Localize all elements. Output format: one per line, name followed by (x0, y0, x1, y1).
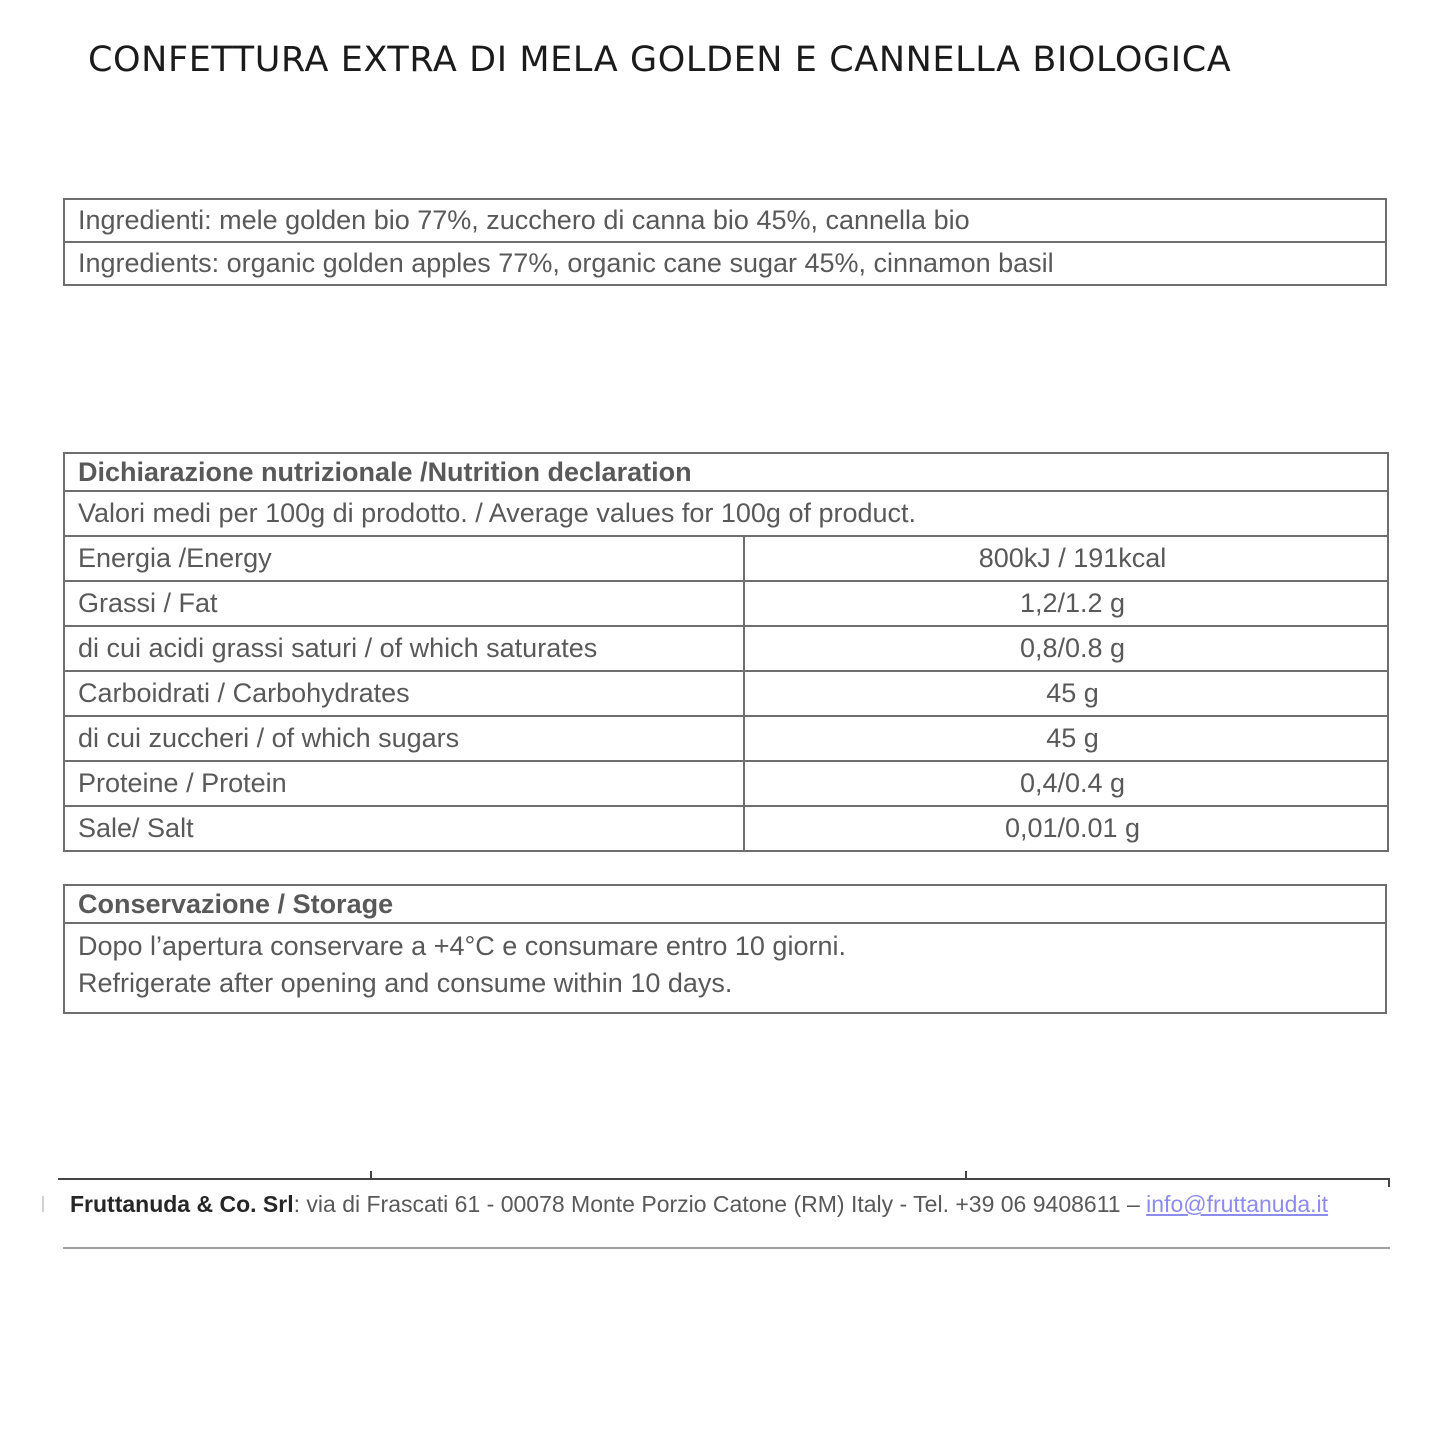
nutrition-row-value: 45 g (744, 671, 1388, 716)
nutrition-row-value: 0,01/0.01 g (744, 806, 1388, 851)
ingredients-table (63, 198, 1387, 286)
footer-rule-end-tick (1388, 1180, 1390, 1187)
table-row (64, 453, 1388, 491)
table-row (64, 581, 1388, 626)
storage-body (64, 923, 1386, 1013)
ingredients-it-cell: Ingredienti: mele golden bio 77%, zucchero di canna bio 45%, cannella bio (64, 199, 1386, 242)
storage-line-en: Refrigerate after opening and consume within 10 days. (78, 968, 733, 998)
nutrition-row-label: Carboidrati / Carbohydrates (64, 671, 744, 716)
nutrition-row-value: 45 g (744, 716, 1388, 761)
nutrition-row-label: Proteine / Protein (64, 761, 744, 806)
nutrition-row-label: di cui zuccheri / of which sugars (64, 716, 744, 761)
table-row (64, 491, 1388, 536)
table-row (64, 536, 1388, 581)
nutrition-row-value: 800kJ / 191kcal (744, 536, 1388, 581)
footer-bottom-rule (63, 1247, 1390, 1249)
footer-top-rule (58, 1178, 1390, 1180)
table-row (64, 923, 1386, 1013)
nutrition-row-label: di cui acidi grassi saturi / of which saturates (64, 626, 744, 671)
nutrition-subheader: Valori medi per 100g di prodotto. / Average values for 100g of product. (64, 491, 1388, 536)
ingredients-en-cell: Ingredients: organic golden apples 77%, organic cane sugar 45%, cinnamon basil (64, 242, 1386, 285)
nutrition-row-label: Grassi / Fat (64, 581, 744, 626)
nutrition-row-label: Sale/ Salt (64, 806, 744, 851)
table-row (64, 716, 1388, 761)
nutrition-table (63, 452, 1389, 852)
table-row (64, 199, 1386, 242)
footer-contact-line (70, 1191, 1328, 1218)
footer-rule-tick (965, 1171, 967, 1178)
footer-rule-tick (370, 1171, 372, 1178)
storage-line-it: Dopo l’apertura conservare a +4°C e consumare entro 10 giorni. (78, 931, 846, 961)
company-name: Fruttanuda & Co. Srl (70, 1191, 294, 1217)
nutrition-row-value: 1,2/1.2 g (744, 581, 1388, 626)
nutrition-row-value: 0,4/0.4 g (744, 761, 1388, 806)
table-row (64, 885, 1386, 923)
page-title: CONFETTURA EXTRA DI MELA GOLDEN E CANNELLA BIOLOGICA (88, 40, 1232, 80)
email-link[interactable]: info@fruttanuda.it (1146, 1191, 1329, 1217)
nutrition-header: Dichiarazione nutrizionale /Nutrition declaration (64, 453, 1388, 491)
table-row (64, 626, 1388, 671)
table-row (64, 806, 1388, 851)
table-row (64, 761, 1388, 806)
nutrition-row-value: 0,8/0.8 g (744, 626, 1388, 671)
table-row (64, 242, 1386, 285)
storage-header: Conservazione / Storage (64, 885, 1386, 923)
footer-left-artifact (42, 1196, 44, 1212)
table-row (64, 671, 1388, 716)
nutrition-row-label: Energia /Energy (64, 536, 744, 581)
storage-table (63, 884, 1387, 1014)
company-address: : via di Frascati 61 - 00078 Monte Porzio Catone (RM) Italy - Tel. +39 06 9408611 – (293, 1191, 1147, 1217)
